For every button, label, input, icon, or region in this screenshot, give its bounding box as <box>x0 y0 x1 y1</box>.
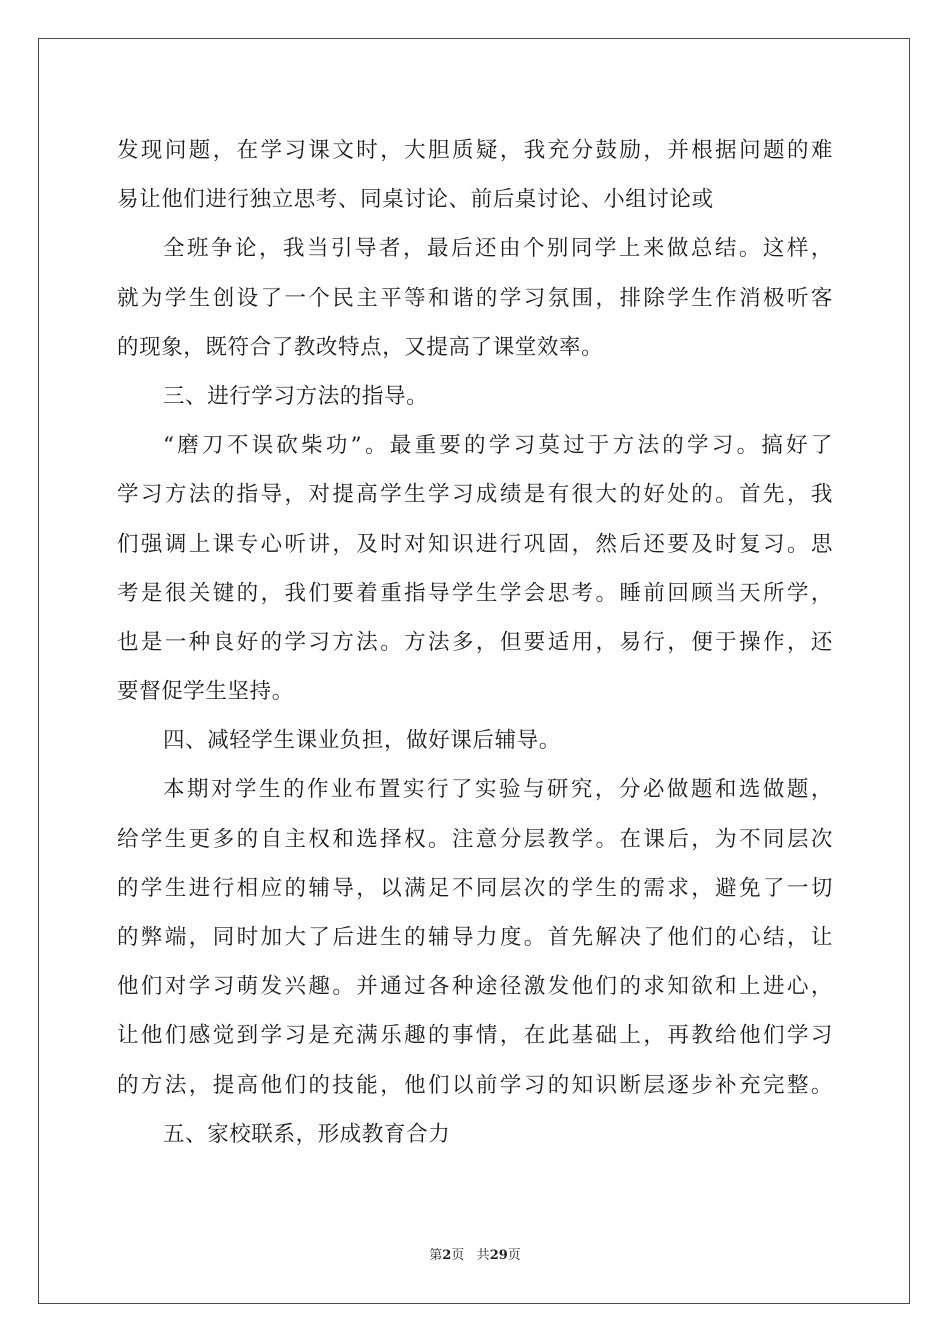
text-line: 全班争论，我当引导者，最后还由个别同学上来做总结。这样， <box>163 236 833 262</box>
document-body <box>117 126 833 1159</box>
page-suffix: 页 <box>451 1248 465 1263</box>
text-line: 发现问题，在学习课文时，大胆质疑，我充分鼓励，并根据问题的难 <box>117 138 833 163</box>
text-line: 学习方法的指导，对提高学生学习成绩是有很大的好处的。首先，我 <box>117 482 833 508</box>
page-footer <box>0 1247 950 1265</box>
text-line: 的学生进行相应的辅导，以满足不同层次的学生的需求，避免了一切 <box>117 875 833 901</box>
text-line: 让他们感觉到学习是充满乐趣的事情，在此基础上，再教给他们学习 <box>117 1023 833 1049</box>
page-number: 2 <box>442 1248 452 1263</box>
text-line: 的现象，既符合了教改特点，又提高了课堂效率。 <box>117 334 604 360</box>
text-line: 考是很关键的，我们要着重指导学生学会思考。睡前回顾当天所学， <box>117 580 833 606</box>
section-heading-5: 五、家校联系，形成教育合力 <box>163 1121 451 1147</box>
text-line: 要督促学生坚持。 <box>117 679 294 705</box>
total-prefix: 共 <box>476 1248 490 1263</box>
page-prefix: 第 <box>429 1248 443 1263</box>
text-line: 本期对学生的作业布置实行了实验与研究，分必做题和选做题， <box>163 777 833 803</box>
text-line: 的方法，提高他们的技能，他们以前学习的知识断层逐步补充完整。 <box>117 1072 833 1098</box>
text-line: 给学生更多的自主权和选择权。注意分层教学。在课后，为不同层次 <box>117 826 833 852</box>
text-line: 易让他们进行独立思考、同桌讨论、前后桌讨论、小组讨论或 <box>117 187 714 213</box>
section-heading-3: 三、进行学习方法的指导。 <box>163 383 429 409</box>
section-heading-4: 四、减轻学生课业负担，做好课后辅导。 <box>163 728 561 754</box>
text-line: 们强调上课专心听讲，及时对知识进行巩固，然后还要及时复习。思 <box>117 531 833 557</box>
text-line: 他们对学习萌发兴趣。并通过各种途径激发他们的求知欲和上进心， <box>117 974 833 1000</box>
text-line: 也是一种良好的学习方法。方法多，但要适用，易行，便于操作，还 <box>117 629 833 655</box>
total-suffix: 页 <box>507 1248 521 1263</box>
total-pages: 29 <box>489 1248 508 1263</box>
text-line: 的弊端，同时加大了后进生的辅导力度。首先解决了他们的心结，让 <box>117 925 833 950</box>
text-line: 就为学生创设了一个民主平等和谐的学习氛围，排除学生作消极听客 <box>117 285 833 311</box>
text-line: “磨刀不误砍柴功”。最重要的学习莫过于方法的学习。搞好了 <box>163 433 833 459</box>
